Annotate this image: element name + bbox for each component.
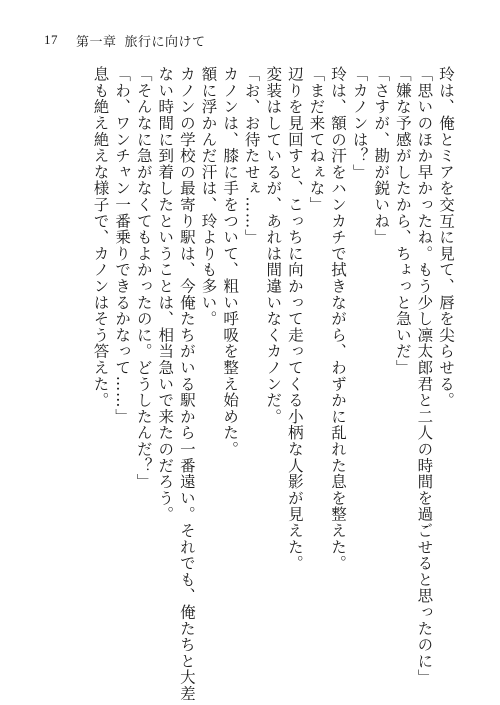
vertical-body-text: [44, 66, 456, 702]
text-line: 「そんなに急がなくてもよかったのに。どうしたんだ？」: [134, 66, 153, 490]
text-line: カノンの学校の最寄り駅は、今俺たちがいる駅から一番遠い。それでも、俺たちと大差: [177, 66, 196, 702]
text-line: 玲は、俺とミアを交互に見て、唇を尖らせる。: [437, 66, 455, 409]
text-line: 「さすが、勘が鋭いね」: [372, 66, 391, 246]
chapter-label: 第一章: [76, 34, 117, 50]
text-line: 「思いのほか早かったね。もう少し凛太郎君と二人の時間を過ごせると思ったのに」: [415, 66, 434, 686]
text-line: 「まだ来てねぇな」: [307, 66, 326, 213]
text-line: 「お、お待たせぇ……」: [242, 66, 261, 246]
text-line: 息も絶え絶えな様子で、カノンはそう答えた。: [91, 66, 110, 409]
text-line: 「カノンは？」: [350, 66, 369, 181]
text-line: 変装はしているが、あれは間違いなくカノンだ。: [264, 66, 283, 425]
running-header: [44, 30, 206, 50]
text-line: 額に浮かんだ汗は、玲よりも多い。: [199, 66, 218, 327]
text-line: 辺りを見回すと、こっちに向かって走ってくる小柄な人影が見えた。: [285, 66, 304, 572]
chapter-title: 旅行に向けて: [124, 34, 206, 50]
text-line: ない時間に到着したということは、相当急いで来たのだろう。: [156, 66, 175, 523]
text-line: カノンは、膝に手をついて、粗い呼吸を整え始めた。: [221, 66, 240, 458]
page-number: 17: [44, 32, 58, 47]
text-line: 「嫌な予感がしたから、ちょっと急いだ」: [393, 66, 412, 376]
text-line: 「わ、ワンチャン一番乗りできるかなって……」: [113, 66, 132, 425]
text-line: 玲は、額の汗をハンカチで拭きながら、わずかに乱れた息を整えた。: [329, 66, 348, 572]
